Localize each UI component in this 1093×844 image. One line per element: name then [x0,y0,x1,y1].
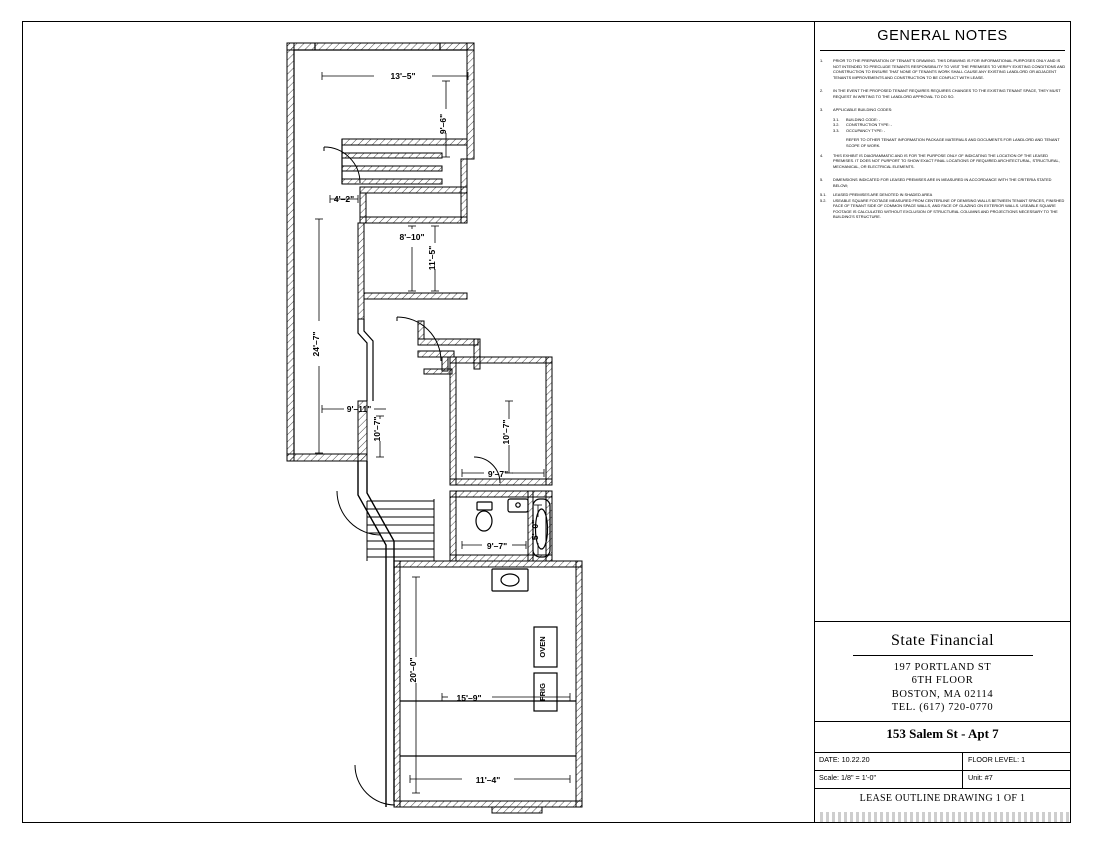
dimension-15-9: 15'–9" [456,693,482,703]
note-refer-text: REFER TO OTHER TENANT INFORMATION PACKAGE MATERIALS AND DOCUMENTS FOR LANDLORD AND TENANT SCOPE OF WORK. [846,137,1060,149]
dimension-9-6: 9'–6" [438,113,448,135]
firm-rule [853,655,1033,656]
dimension-24-7: 24'–7" [311,331,321,357]
note-text: IN THE EVENT THE PROPOSED TENANT REQUIRES REQUIRES CHANGES TO THE EXISTING TENANT SPACE, THEY MUST REQUEST IN WRITING TO THE LANDLORD APPROVAL TO DO SO. [833,88,1061,99]
note-number: 4. [820,152,824,158]
note-item [820,107,1066,113]
dimension-11-4: 11'–4" [475,775,501,785]
scale-field: Scale: 1/8" = 1'-0" [819,773,877,782]
subitem-number: 3.1. [833,116,840,122]
note-number: 3. [820,107,824,113]
note-number: 5. [820,177,824,183]
date-field: DATE: 10.22.20 [819,755,870,764]
dimension-11-5: 11'–5" [427,245,437,271]
titleblock-vertical-rule [962,752,963,788]
subitem-text: LEASED PREMISES ARE DENOTED IN SHADED AREA [833,192,933,198]
note-item [820,153,1066,170]
subitem-text: BUILDING CODE: - [846,116,881,122]
subitem-number: 5.1. [820,192,827,198]
firm-address-line: BOSTON, MA 02114 [891,688,994,700]
dimension-10-7-right: 10'–7" [501,419,511,445]
dimension-13-5: 13'–5" [390,71,416,81]
dimension-9-7-bath: 9'–7" [486,541,508,551]
note-item [820,88,1066,99]
unit-field: Unit: #7 [962,770,1071,785]
subitem-number: 3.3. [833,127,840,133]
subitem-number: 3.2. [833,122,840,128]
note-item [820,58,1066,80]
subitem-text: OCCUPANCY TYPE: - [846,127,886,133]
dimension-4-2: 4'–2" [333,194,355,204]
note-text: DIMENSIONS INDICATED FOR LEASED PREMISES ARE IN MEASURED IN ACCORDANCE WITH THE CRITERIA STATED BELOW; [833,177,1052,188]
floor-plan-drawing [22,21,814,823]
notes-title-rule [820,50,1065,51]
note-text: THIS EXHIBIT IS DIAGRAMMATIC AND IS FOR THE PURPOSE ONLY OF INDICATING THE LOCATION OF THE LEASED PREMISES. IT DOES NOT PURPORT TO SHOW EXACT FINAL LOCATIONS OF REQUIRED ARCHITECTURAL, STRUCTURAL, MECHANICAL, OR ELECTRICAL ELEMENTS. [833,152,1060,169]
firm-address-line: 6TH FLOOR [911,675,974,687]
titleblock-divider-top [814,621,1071,622]
firm-name: State Financial [890,632,995,649]
titleblock-row-scale [814,770,1071,788]
titleblock-row-date [814,752,1071,770]
note-text: APPLICABLE BUILDING CODES: [833,107,893,113]
subitem-number: 5.2. [820,197,827,203]
firm-phone: TEL. (617) 720-0770 [891,702,994,714]
sheet-title: LEASE OUTLINE DRAWING 1 OF 1 [859,793,1026,804]
firm-identity-block [820,632,1065,715]
titleblock-divider-row2 [814,788,1071,789]
dimension-5-0: 5'–0" [530,519,540,541]
note-item [820,177,1066,188]
general-notes-title: GENERAL NOTES [877,28,1008,44]
frig-label: FRIG [538,683,547,701]
floor-level-field: FLOOR LEVEL: 1 [962,752,1071,767]
note-number: 2. [820,88,824,94]
note-text: PRIOR TO THE PREPARATION OF TENANT'S DRAWING. THIS DRAWING IS FOR INFORMATIONAL PURPOSES ONLY AND IS NOT INTENDED TO PRECLUDE TENANTS RESPONSIBILITY TO VISIT THE PREMISES TO VERIFY EXISTING CONDITIONS AND CONSTRUCTION TO ENSURE THAT NONE OF TENANTS WORK SHALL CAUSE ANY EXISTING LANDLORD OR ADJACENT TENANTS IMPROVEMENTS AND CONSTRUCTION TO BE CONFLICT WITH LEASE. [833,58,1066,80]
general-notes-body [820,58,1066,220]
note-subitem [820,198,1066,220]
project-title: 153 Salem St - Apt 7 [886,726,999,741]
note-number: 1. [820,58,824,63]
dimension-8-10: 8'–10" [399,232,425,242]
subitem-text: USEABLE SQUARE FOOTAGE MEASURED FROM CENTERLINE OF DEMISING WALLS BETWEEN TENANT SPACES, FINISHED FACE OF TENANT SIDE OF COMMON SPACE WALLS, AND FACE OF GLAZING ON EXTERIOR WALLS. USEABLE SQUARE FOOTAGE IS CALCULATED WITHOUT EXCLUSION OF STRUCTURAL COLUMNS AND PROJECTIONS NECESSARY TO THE BUILDING'S STRUCTURE. [833,197,1065,220]
dimension-10-7-left: 10'–7" [372,416,382,442]
dimension-9-7-bedroom: 9'–7" [487,469,509,479]
watermark-strip [820,812,1070,822]
dimension-20-0: 20'–0" [408,657,418,683]
titleblock-divider-logo [814,721,1071,722]
firm-address-line: 197 PORTLAND ST [893,662,992,673]
subitem-text: CONSTRUCTION TYPE: - [846,122,892,128]
oven-label: OVEN [538,636,547,658]
dimension-9-11: 9'–11" [346,404,372,414]
